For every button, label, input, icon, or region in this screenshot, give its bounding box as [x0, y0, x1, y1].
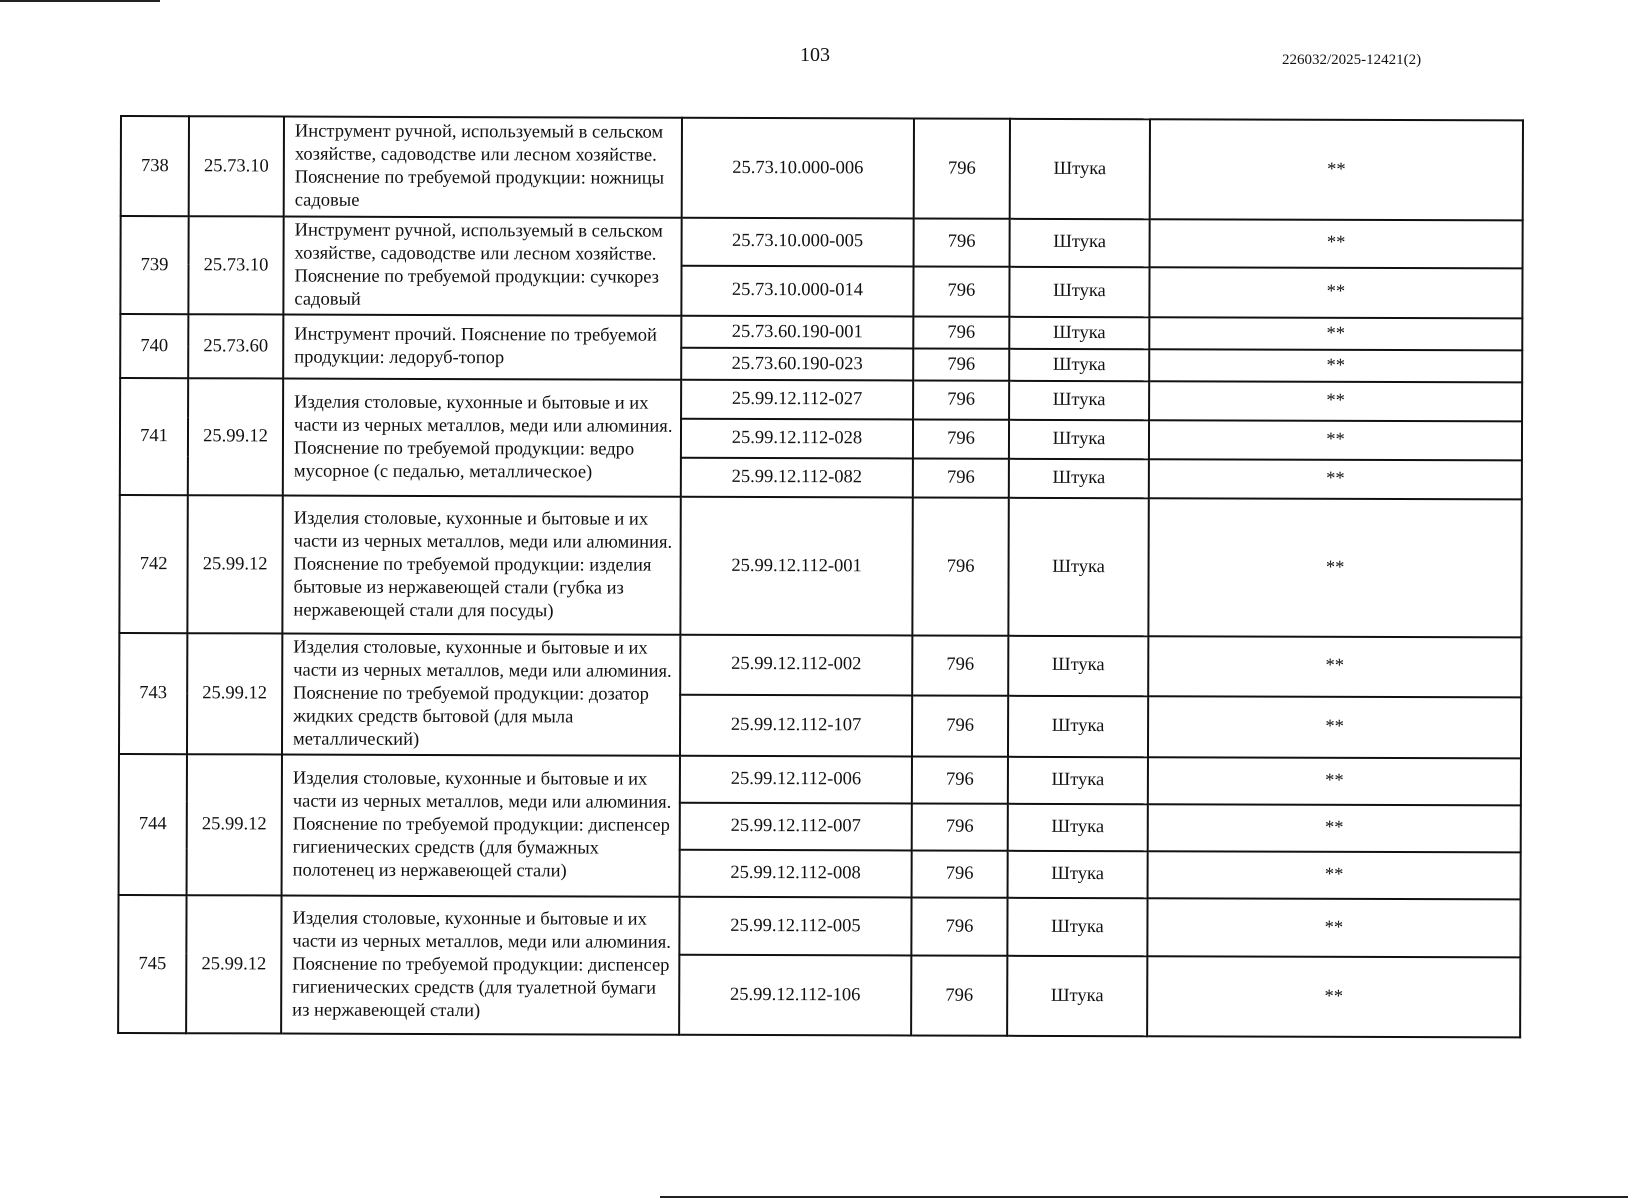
okei-code: 796	[912, 695, 1008, 756]
note-cell: **	[1148, 804, 1521, 852]
products-table	[117, 115, 1524, 1038]
okei-code: 796	[912, 497, 1008, 635]
okei-code: 796	[912, 756, 1008, 803]
unit-name: Штука	[1008, 498, 1148, 636]
okei-code: 796	[913, 419, 1009, 458]
note-cell: **	[1149, 459, 1522, 499]
unit-name: Штука	[1008, 851, 1148, 898]
okpd-code: 25.73.60	[188, 314, 283, 378]
okei-code: 796	[912, 635, 1008, 695]
okei-code: 796	[911, 897, 1007, 955]
ktru-code: 25.99.12.112-082	[681, 458, 913, 498]
okei-code: 796	[913, 458, 1009, 497]
product-description: Изделия столовые, кухонные и бытовые и их части из черных металлов, меди или алюминия. Пояснение по требуемой продукции: дозатор жидких средств бытовой (для мыла металлический)	[282, 634, 680, 756]
product-description: Изделия столовые, кухонные и бытовые и их части из черных металлов, меди или алюминия. Пояснение по требуемой продукции: диспенсер гигиенических средств (для бумажных полотенец из нержавеющей стали)	[282, 755, 680, 897]
row-number: 740	[120, 314, 188, 378]
table-row	[120, 314, 1522, 350]
unit-name: Штука	[1008, 636, 1148, 696]
row-number: 742	[119, 495, 187, 633]
unit-name: Штука	[1009, 317, 1149, 349]
note-cell: **	[1149, 267, 1522, 318]
note-cell: **	[1148, 498, 1521, 637]
product-description: Инструмент ручной, используемый в сельском хозяйстве, садоводстве или лесном хозяйстве. Пояснение по требуемой продукции: ножницы садовые	[284, 117, 682, 218]
ktru-code: 25.99.12.112-028	[681, 419, 913, 459]
ktru-code: 25.99.12.112-005	[679, 897, 911, 956]
note-cell: **	[1148, 636, 1521, 697]
table-row	[118, 895, 1520, 957]
okei-code: 796	[913, 380, 1009, 419]
note-cell: **	[1147, 898, 1520, 957]
note-cell: **	[1150, 119, 1523, 220]
okei-code: 796	[914, 118, 1010, 218]
ktru-code: 25.99.12.112-007	[680, 803, 912, 851]
okpd-code: 25.99.12	[188, 378, 283, 495]
table-row	[121, 216, 1523, 268]
unit-name: Штука	[1007, 956, 1147, 1036]
okpd-code: 25.99.12	[187, 633, 282, 754]
okei-code: 796	[913, 266, 1009, 316]
note-cell: **	[1148, 696, 1521, 758]
ktru-code: 25.73.10.000-014	[681, 266, 913, 317]
product-description: Изделия столовые, кухонные и бытовые и их части из черных металлов, меди или алюминия. Пояснение по требуемой продукции: диспенсер гигиенических средств (для туалетной бумаги из нержавеющей стали)	[281, 896, 679, 1035]
note-cell: **	[1150, 219, 1523, 268]
product-description: Инструмент прочий. Пояснение по требуемой продукции: ледоруб-топор	[283, 315, 681, 380]
okpd-code: 25.73.10	[189, 116, 284, 216]
note-cell: **	[1147, 956, 1520, 1037]
unit-name: Штука	[1007, 898, 1147, 956]
row-number: 743	[119, 633, 187, 754]
unit-name: Штука	[1009, 459, 1149, 498]
row-number: 744	[119, 754, 187, 895]
scan-edge-line	[0, 0, 160, 2]
ktru-code: 25.99.12.112-027	[681, 380, 913, 420]
product-description: Изделия столовые, кухонные и бытовые и их части из черных металлов, меди или алюминия. Пояснение по требуемой продукции: ведро мусорное (с педалью, металлическое)	[283, 379, 681, 497]
unit-name: Штука	[1008, 804, 1148, 851]
okei-code: 796	[913, 316, 1009, 348]
note-cell: **	[1149, 381, 1522, 421]
note-cell: **	[1149, 317, 1522, 350]
table-row	[119, 633, 1521, 697]
product-description: Изделия столовые, кухонные и бытовые и их части из черных металлов, меди или алюминия. Пояснение по требуемой продукции: изделия бытовые из нержавеющей стали (губка из нержавеющей стали для посуды)	[282, 496, 680, 635]
ktru-code: 25.99.12.112-006	[680, 756, 912, 804]
note-cell: **	[1148, 757, 1521, 805]
okei-code: 796	[912, 850, 1008, 897]
note-cell: **	[1149, 420, 1522, 460]
table-row	[119, 495, 1521, 637]
okei-code: 796	[914, 218, 1010, 266]
ktru-code: 25.99.12.112-002	[680, 635, 912, 696]
unit-name: Штука	[1008, 757, 1148, 804]
note-cell: **	[1148, 851, 1521, 899]
products-table-body	[118, 116, 1523, 1037]
unit-name: Штука	[1010, 119, 1150, 219]
ktru-code: 25.73.60.190-023	[681, 348, 913, 381]
row-number: 738	[121, 116, 189, 216]
scan-edge-line	[660, 1196, 1628, 1198]
okpd-code: 25.99.12	[186, 895, 281, 1033]
ktru-code: 25.73.10.000-005	[682, 218, 914, 267]
okei-code: 796	[912, 803, 1008, 850]
okpd-code: 25.99.12	[187, 495, 282, 633]
unit-name: Штука	[1009, 349, 1149, 381]
table-row	[120, 378, 1522, 421]
document-reference: 226032/2025-12421(2)	[1282, 52, 1422, 68]
unit-name: Штука	[1009, 381, 1149, 420]
row-number: 745	[118, 895, 186, 1033]
page-number: 103	[800, 44, 830, 66]
ktru-code: 25.73.10.000-006	[682, 118, 914, 219]
row-number: 739	[120, 216, 188, 314]
table-container	[117, 115, 1522, 1038]
unit-name: Штука	[1009, 420, 1149, 459]
ktru-code: 25.99.12.112-008	[680, 850, 912, 898]
ktru-code: 25.99.12.112-106	[679, 955, 911, 1036]
ktru-code: 25.73.60.190-001	[681, 316, 913, 349]
okei-code: 796	[913, 348, 1009, 380]
unit-name: Штука	[1009, 267, 1149, 318]
ktru-code: 25.99.12.112-107	[680, 695, 912, 757]
product-description: Инструмент ручной, используемый в сельском хозяйстве, садоводстве или лесном хозяйстве. Пояснение по требуемой продукции: сучкорез садовый	[283, 217, 681, 316]
note-cell: **	[1149, 349, 1522, 382]
ktru-code: 25.99.12.112-001	[680, 497, 912, 636]
unit-name: Штука	[1010, 219, 1150, 267]
row-number: 741	[120, 378, 188, 495]
unit-name: Штука	[1008, 696, 1148, 757]
okpd-code: 25.99.12	[187, 754, 282, 895]
table-row	[121, 116, 1523, 220]
table-row	[119, 754, 1521, 805]
okei-code: 796	[911, 955, 1007, 1035]
okpd-code: 25.73.10	[188, 216, 283, 314]
